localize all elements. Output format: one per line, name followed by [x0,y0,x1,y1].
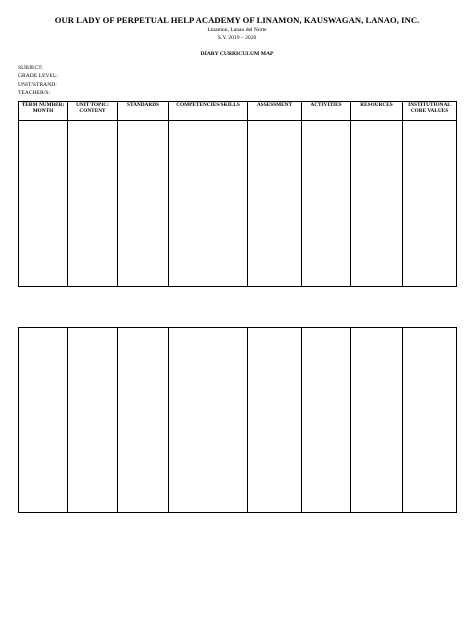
table-cell [302,328,351,513]
table-cell [351,121,403,287]
table-row [19,328,457,513]
subject-label: SUBJECT: [18,65,43,71]
curriculum-map-table-continued [18,327,457,513]
curriculum-map-table [18,101,457,287]
table-cell [19,121,68,287]
table-cell [68,328,118,513]
table-cell [248,328,302,513]
info-fields [18,64,58,97]
table-cell [403,121,457,287]
table-cell [19,328,68,513]
table-header-row [19,102,457,121]
column-header-competencies: COMPETENCIES/SKILLS [169,102,248,121]
table-row [19,121,457,287]
table-cell [118,121,169,287]
table-cell [248,121,302,287]
table-cell [169,121,248,287]
column-header-resources: RESOURCES [351,102,403,121]
column-header-assessment: ASSESSMENT [248,102,302,121]
table-cell [68,121,118,287]
column-header-unit-topic: UNIT TOPIC: CONTENT [68,102,118,121]
table-cell [118,328,169,513]
document-title: DIARY CURRICULUM MAP [200,51,274,57]
column-header-term: TERM NUMBER: MONTH [19,102,68,121]
school-location: Linamon, Lanao del Norte [207,27,267,33]
table-cell [169,328,248,513]
table-cell [403,328,457,513]
table-cell [302,121,351,287]
column-header-standards: STANDARDS [118,102,169,121]
school-name: OUR LADY OF PERPETUAL HELP ACADEMY OF LINAMON, KAUSWAGAN, LANAO, INC. [54,15,420,25]
teachers-label: TEACHER/S: [18,89,51,96]
unit-strand-label: UNIT/STRAND: [18,81,57,88]
column-header-activities: ACTIVITIES [302,102,351,121]
document-header [0,15,474,42]
grade-level-label: GRADE LEVEL: [18,73,58,80]
table-cell [351,328,403,513]
school-year: S.Y. 2019 – 2020 [217,35,257,41]
column-header-core-values: INSTITUTIONAL CORE VALUES [403,102,457,121]
